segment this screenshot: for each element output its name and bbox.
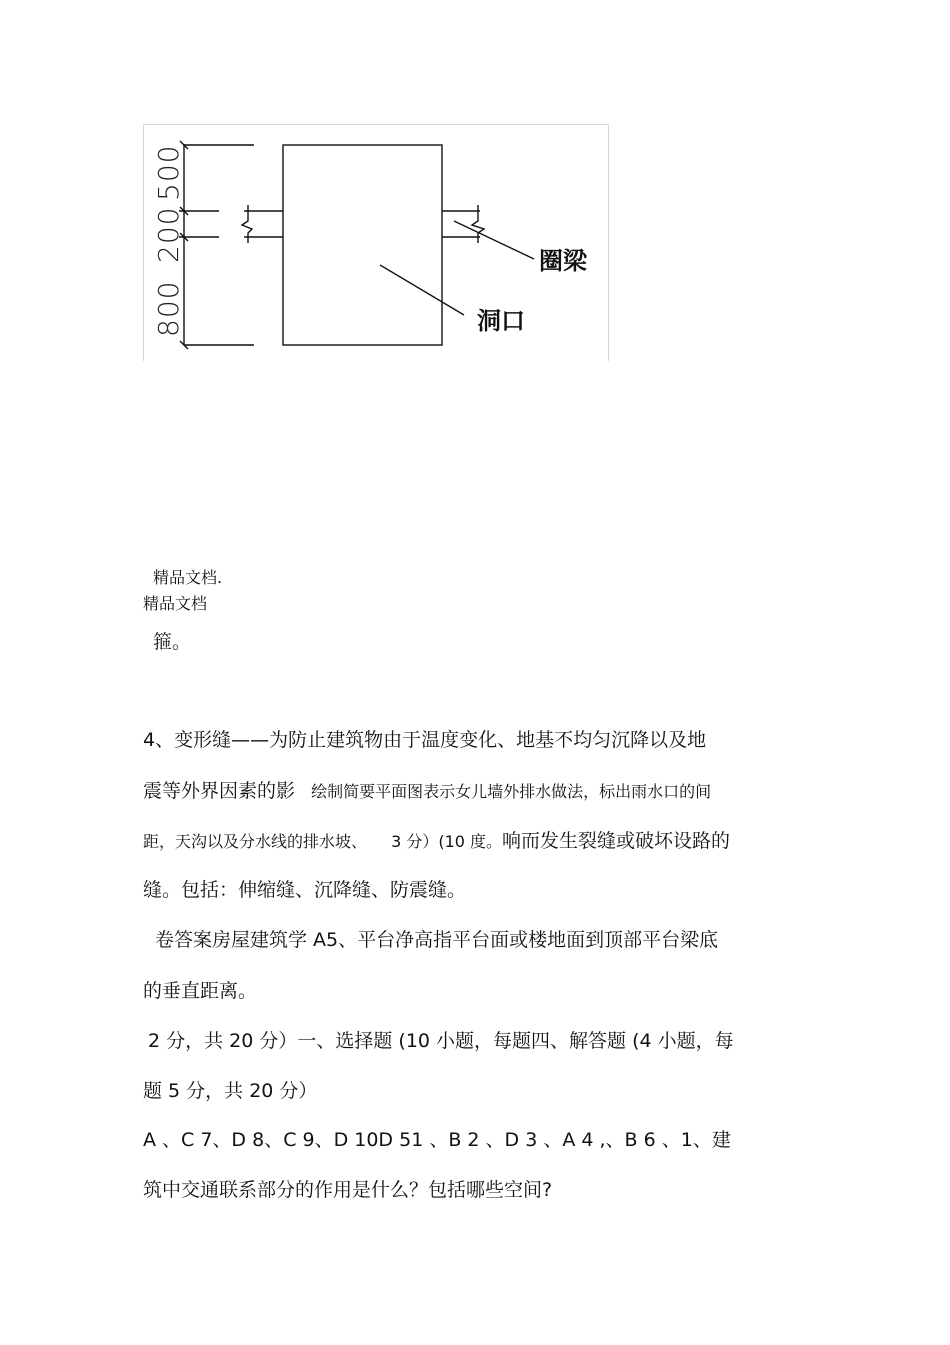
text-line-3a: 震等外界因素的影 (143, 780, 296, 802)
text-line-3 (143, 782, 711, 801)
text-line-9: 题 5 分，共 20 分） (143, 1080, 318, 1102)
text-line-4a: 距，天沟以及分水线的排水坡、 (143, 832, 368, 851)
dim-800: 800 (152, 280, 185, 337)
footer-watermark-2: 精品文档 (143, 594, 208, 613)
text-line-6: 卷答案房屋建筑学 A5、平台净高指平台面或楼地面到顶部平台梁底 (155, 929, 719, 951)
text-line-2: 4、变形缝——为防止建筑物由于温度变化、地基不均匀沉降以及地 (143, 729, 707, 751)
opening-rect (283, 145, 442, 345)
text-line-7: 的垂直距离。 (143, 980, 258, 1002)
text-line-4b: 3 分）(10 度。 (391, 832, 503, 851)
opening-label: 洞口 (477, 307, 525, 335)
opening-leader (380, 265, 464, 315)
beam-leader (454, 221, 534, 259)
beam-label: 圈梁 (539, 247, 587, 275)
footer-watermark-1: 精品文档. (153, 568, 223, 587)
text-line-1: 箍。 (153, 631, 192, 653)
text-line-3b: 绘制简要平面图表示女儿墙外排水做法，标出雨水口的间 (311, 782, 712, 801)
dim-500: 500 (152, 144, 185, 201)
text-line-5: 缝。包括：伸缩缝、沉降缝、防震缝。 (143, 879, 467, 901)
opening-beam-diagram (143, 124, 609, 361)
text-line-4c: 响而发生裂缝或破坏设路的 (502, 830, 731, 852)
text-line-8: 2 分，共 20 分）一、选择题 (10 小题，每题四、解答题 (4 小题，每 (148, 1030, 734, 1052)
text-line-4 (143, 832, 730, 851)
text-line-10: A 、C 7、D 8、C 9、D 10D 51 、B 2 、D 3 、A 4 ,、B 6 、1、建 (143, 1129, 731, 1151)
text-line-11: 筑中交通联系部分的作用是什么？包括哪些空间? (143, 1179, 553, 1201)
dim-200: 200 (152, 206, 185, 263)
